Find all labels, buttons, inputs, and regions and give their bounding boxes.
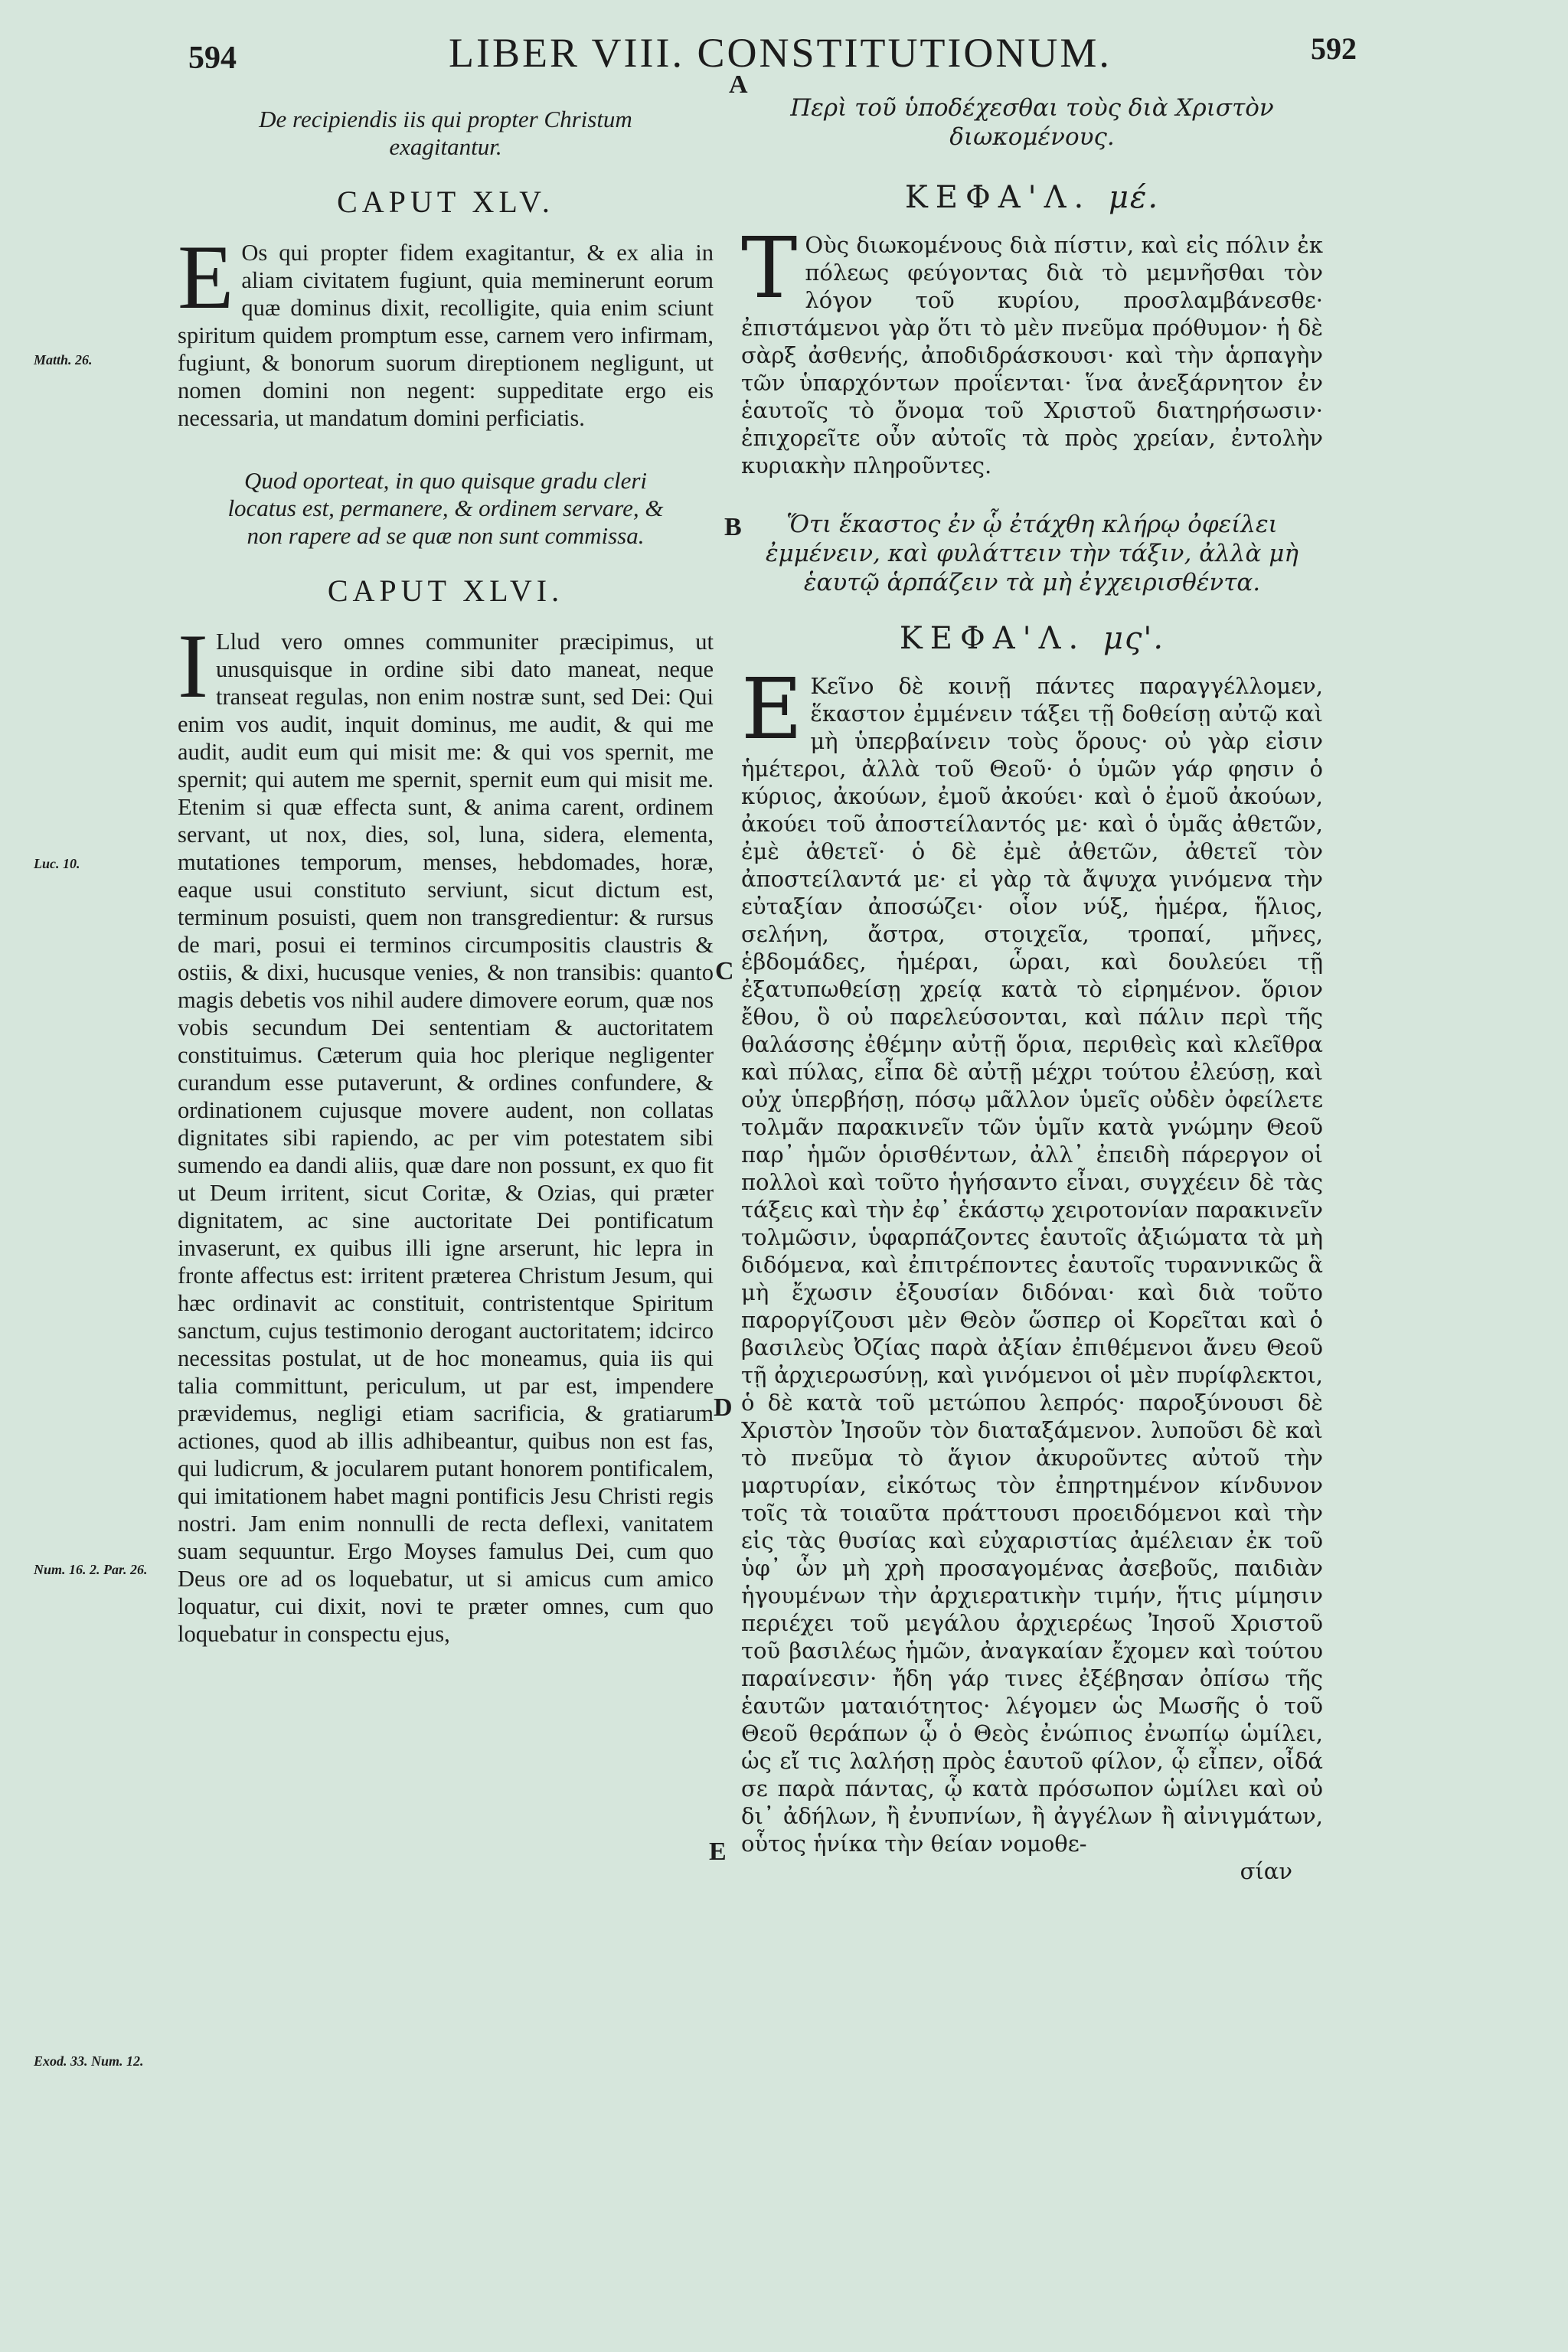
greek-chapter-45 (741, 219, 1323, 479)
page-number-right: 592 (1311, 31, 1357, 66)
margin-note-luke: Luc. 10. (34, 856, 80, 871)
greek-chapter-heading-45 (741, 180, 1323, 215)
greek-text-46: Κεῖνο δὲ κοινῇ πάντες παραγγέλλομεν, ἕκαστον ἐμμένειν τάξει τῇ δοθείσῃ αὐτῷ καὶ μὴ ὑπερβαίνειν τοὺς ὅρους· οὐ γὰρ εἰσιν ἡμέτεροι, ἀλλὰ τοῦ Θεοῦ· ὁ ὑμῶν γάρ φησιν ὁ κύριος, ἀκούων, ἐμοῦ ἀκούει· καὶ ὁ ἐμοῦ ἀκούων, ἀκούει τοῦ ἀποστείλαντός με· καὶ ὁ ὑμᾶς ἀθετῶν, ἐμὲ ἀθετεῖ· ὁ δὲ ἐμὲ ἀθετῶν, ἀθετεῖ τὸν ἀποστείλαντά με· εἰ γὰρ τὰ ἄψυχα γινόμενα τὴν εὐταξίαν ἀποσώζει· οἷον νύξ, ἡμέρα, ἥλιος, σελήνη, ἄστρα, στοιχεῖα, τροπαί, μῆνες, ἑβδομάδες, ἡμέραι, ὧραι, καὶ δουλεύει τῇ ἐξατυπωθείσῃ χρείᾳ κατὰ τὸ εἰρημένον. ὅριον ἔθου, ὃ οὐ παρελεύσονται, καὶ πάλιν περὶ τῆς θαλάσσης ἐθέμην αὐτῇ ὅρια, περιθεὶς καὶ κλεῖθρα καὶ πύλας, εἶπα δὲ αὐτῇ μέχρι τούτου ἐλεύσῃ, καὶ οὐχ ὑπερβήσῃ, πόσῳ μᾶλλον ὑμεῖς οὐδὲν ὀφείλετε τολμᾶν παρακινεῖν τῶν ὑμῖν κατὰ γνώμην Θεοῦ παρ᾽ ἡμῶν ὁρισθέντων, ἀλλ᾽ ἐπειδὴ πάρεργον οἱ πολλοὶ καὶ τοῦτο ἡγήσαντο εἶναι, συγχέειν δὲ τὰς τάξεις καὶ τὴν ἐφ᾽ ἑκάστῳ χειροτονίαν παρακινεῖν τολμῶσιν, ὑφαρπάζοντες ἑαυτοῖς ἀξιώματα τὰ μὴ διδόμενα, καὶ ἐπιτρέποντες ἑαυτοῖς τυραννικῶς ἃ μὴ ἔχωσιν ἐξουσίαν διδόναι· καὶ διὰ τοῦτο παροργίζουσι μὲν Θεὸν ὥσπερ οἱ Κορεῖται καὶ ὁ βασιλεὺς Ὀζίας παρὰ ἀξίαν ἐπιθέμενοι ἄνευ Θεοῦ τῇ ἀρχιερωσύνῃ, καὶ γινόμενοι οἱ μὲν πυρίφλεκτοι, ὁ δὲ κατὰ τοῦ μετώπου λεπρός· παροξύνουσι δὲ Χριστὸν Ἰησοῦν τὸν διαταξάμενον. λυποῦσι δὲ καὶ τὸ πνεῦμα τὸ ἅγιον ἀκυροῦντες αὐτοῦ τὴν μαρτυρίαν, εἰκότως τὸν ἐπηρτημένον κίνδυνον τοῖς τὰ τοιαῦτα πράττουσι προειδόμενοι καὶ τὴν εἰς τὰς θυσίας καὶ εὐχαριστίας ἀμέλειαν ἐκ τοῦ ὑφ᾽ ὧν μὴ χρὴ προσαγομένας ἀσεβοῦς, παιδιὰν ἡγουμένων τὴν ἀρχιερατικὴν τιμήν, ἥτις μίμησιν περιέχει τοῦ μεγάλου ἀρχιερέως Ἰησοῦ Χριστοῦ τοῦ βασιλέως ἡμῶν, ἀναγκαίαν ἔχομεν καὶ τούτου παραίνεσιν· ἤδη γάρ τινες ἐξέβησαν ὀπίσω τῆς ἑαυτῶν ματαιότητος· λέγομεν ὡς Μωσῆς ὁ τοῦ Θεοῦ θεράπων ᾧ ὁ Θεὸς ἐνώπιος ἐνωπίῳ ὡμίλει, ὡς εἴ τις λαλήσῃ πρὸς ἑαυτοῦ φίλον, ᾧ εἶπεν, οἶδά σε παρὰ πάντας, ᾧ κατὰ πρόσωπον ὡμίλει καὶ οὐ δι᾽ ἀδήλων, ἢ ἐνυπνίων, ἢ ἀγγέλων ἢ αἰνιγμάτων, οὗτος ἡνίκα τὴν θείαν νομοθε- (741, 673, 1323, 1857)
greek-rubric-45: Περὶ τοῦ ὑποδέχεσθαι τοὺς διὰ Χριστὸν διωκομένους. (790, 94, 1274, 151)
greek-chapter-label-46: ΚΕΦΑ'Λ. (899, 621, 1086, 656)
greek-column (741, 93, 1323, 1885)
greek-chapter-heading-46 (741, 621, 1323, 656)
greek-chapter-number-45: μέ. (1108, 180, 1160, 215)
latin-chapter-heading-45: CAPUT XLV. (337, 185, 554, 219)
latin-chapter-46 (178, 615, 714, 1648)
greek-chapter-46 (741, 660, 1323, 1857)
margin-note-numbers-paralipomenon: Num. 16. 2. Par. 26. (34, 1562, 148, 1577)
latin-drop-cap-46: I (178, 615, 208, 717)
greek-chapter-number-46: μς'. (1102, 621, 1165, 656)
section-marker-a: A (729, 70, 748, 99)
page-header (0, 29, 1568, 90)
greek-catchword: σίαν (1240, 1858, 1292, 1884)
greek-rubric-46: Ὅτι ἕκαστος ἐν ᾧ ἐτάχθη κλήρῳ ὀφείλει ἐμμένειν, καὶ φυλάττειν τὴν τάξιν, ἀλλὰ μὴ ἑαυτῷ ἁρπάζειν τὰ μὴ ἐγχειρισθέντα. (766, 511, 1298, 596)
greek-drop-cap-46: Ε (741, 660, 803, 758)
greek-text-45: Οὺς διωκομένους διὰ πίστιν, καὶ εἰς πόλιν ἐκ πόλεως φεύγοντας διὰ τὸ μεμνῆσθαι τὸν λόγον τοῦ κυρίου, προσλαμβάνεσθε· ἐπιστάμενοι γὰρ ὅτι τὸ μὲν πνεῦμα πρόθυμον· ἡ δὲ σὰρξ ἀσθενής, ἀποδιδράσκουσι· καὶ τὴν ἁρπαγὴν τῶν ὑπαρχόντων προΐενται· ἵνα ἀνεξάρνητον ἐν ἑαυτοῖς τὸ ὄνομα τοῦ Χριστοῦ διατηρήσωσιν· ἐπιχορεῖτε οὖν αὐτοῖς τὰ πρὸς χρείαν, ἐντολὴν κυριακὴν πληροῦντες. (741, 232, 1323, 479)
latin-drop-cap-45: E (178, 226, 234, 328)
section-marker-e: E (709, 1838, 727, 1866)
margin-note-matthew: Matth. 26. (34, 352, 93, 368)
latin-text-46: Llud vero omnes communiter præcipimus, ut unusquisque in ordine sibi dato maneat, neque transeat regulas, non enim nostræ sunt, sed Dei: Qui enim vos audit, inquit dominus, me audit, & qui me audit, audit eum qui misit me: & qui vos spernit, me spernit; qui autem me spernit, spernit eum qui misit me. Etenim si quæ effecta sunt, & anima carent, ordinem servant, ut nox, dies, sol, luna, sidera, elementa, mutationes temporum, menses, hebdomades, horæ, eaque usui constituto serviunt, sicut dictum est, terminum posuisti, quem non transgredientur: & rursus de mari, posui ei terminos circumpositis claustris & ostiis, & dixi, hucusque venies, & non transibis: quanto magis debetis vos nihil audere dimovere eorum, quæ nos vobis secundum Dei sententiam & auctoritatem constituimus. Cæterum quia hoc plerique negligenter curandum esse putaverunt, & ordines confundere, & ordinationem cujusque movere audent, non collatas dignitates sibi rapiendo, ac per vim potestatem sibi sumendo ea dandi aliis, quæ dare non possunt, ex quo fit ut Deum irritent, sicut Coritæ, & Ozias, qui præter dignitatem, ac sine auctoritate Dei pontificatum invaserunt, ex quibus illi igne arserunt, hic lepra in fronte affectus est: irritent præterea Christum Jesum, qui hæc ordinavit ac constituit, contristentque Spiritum sanctum, cujus testimonio derogant auctoritatem; idcirco necessitas postulat, ut de hoc moneamus, quia iis qui talia committunt, periculum, ut par est, impendere prævidemus, negligi etiam sacrificia, & gratiarum actiones, quod ab illis adhibeantur, quibus non est fas, qui ludicrum, & jocularem putant honorem pontificalem, qui imitationem habet magni pontificis Jesu Christi regis nostri. Jam enim nonnulli de recta deflexi, vanitatem suam sequuntur. Ergo Moyses famulus Dei, cum quo Deus ore ad os loquebatur, ut si amicus cum amico loquatur, cui dixit, novi te præter omnes, cum quo loquebatur in conspectu ejus, (178, 629, 714, 1647)
section-marker-b: B (724, 513, 742, 541)
latin-chapter-45 (178, 226, 714, 432)
latin-rubric-46: Quod oporteat, in quo quisque gradu cleri locatus est, permanere, & ordinem servare, & non rapere ad se quæ non sunt commissa. (227, 467, 664, 549)
greek-drop-cap-45: Τ (741, 219, 798, 317)
latin-column (178, 106, 714, 1648)
section-marker-c: C (715, 957, 734, 985)
greek-chapter-label-45: ΚΕΦΑ'Λ. (904, 180, 1092, 215)
latin-rubric-45: De recipiendis iis qui propter Christum exagitantur. (259, 106, 632, 160)
latin-text-45: Os qui propter fidem exagitantur, & ex alia in aliam civitatem fugiunt, quia meminerunt eorum quæ dominus dixit, recolligite, quia enim sciunt spiritum quidem promptum esse, carnem vero infirmam, fugiunt, & bonorum suorum direptionem negligunt, ut nomen domini non negent: suppeditate ergo eis necessaria, ut mandatum domini perficiatis. (178, 240, 714, 431)
latin-chapter-heading-46: CAPUT XLVI. (327, 573, 564, 608)
section-marker-d: D (714, 1393, 733, 1422)
page-number-left: 594 (188, 41, 237, 76)
margin-note-exodus-numbers: Exod. 33. Num. 12. (34, 2053, 144, 2069)
running-title: LIBER VIII. CONSTITUTIONUM. (449, 30, 1112, 76)
